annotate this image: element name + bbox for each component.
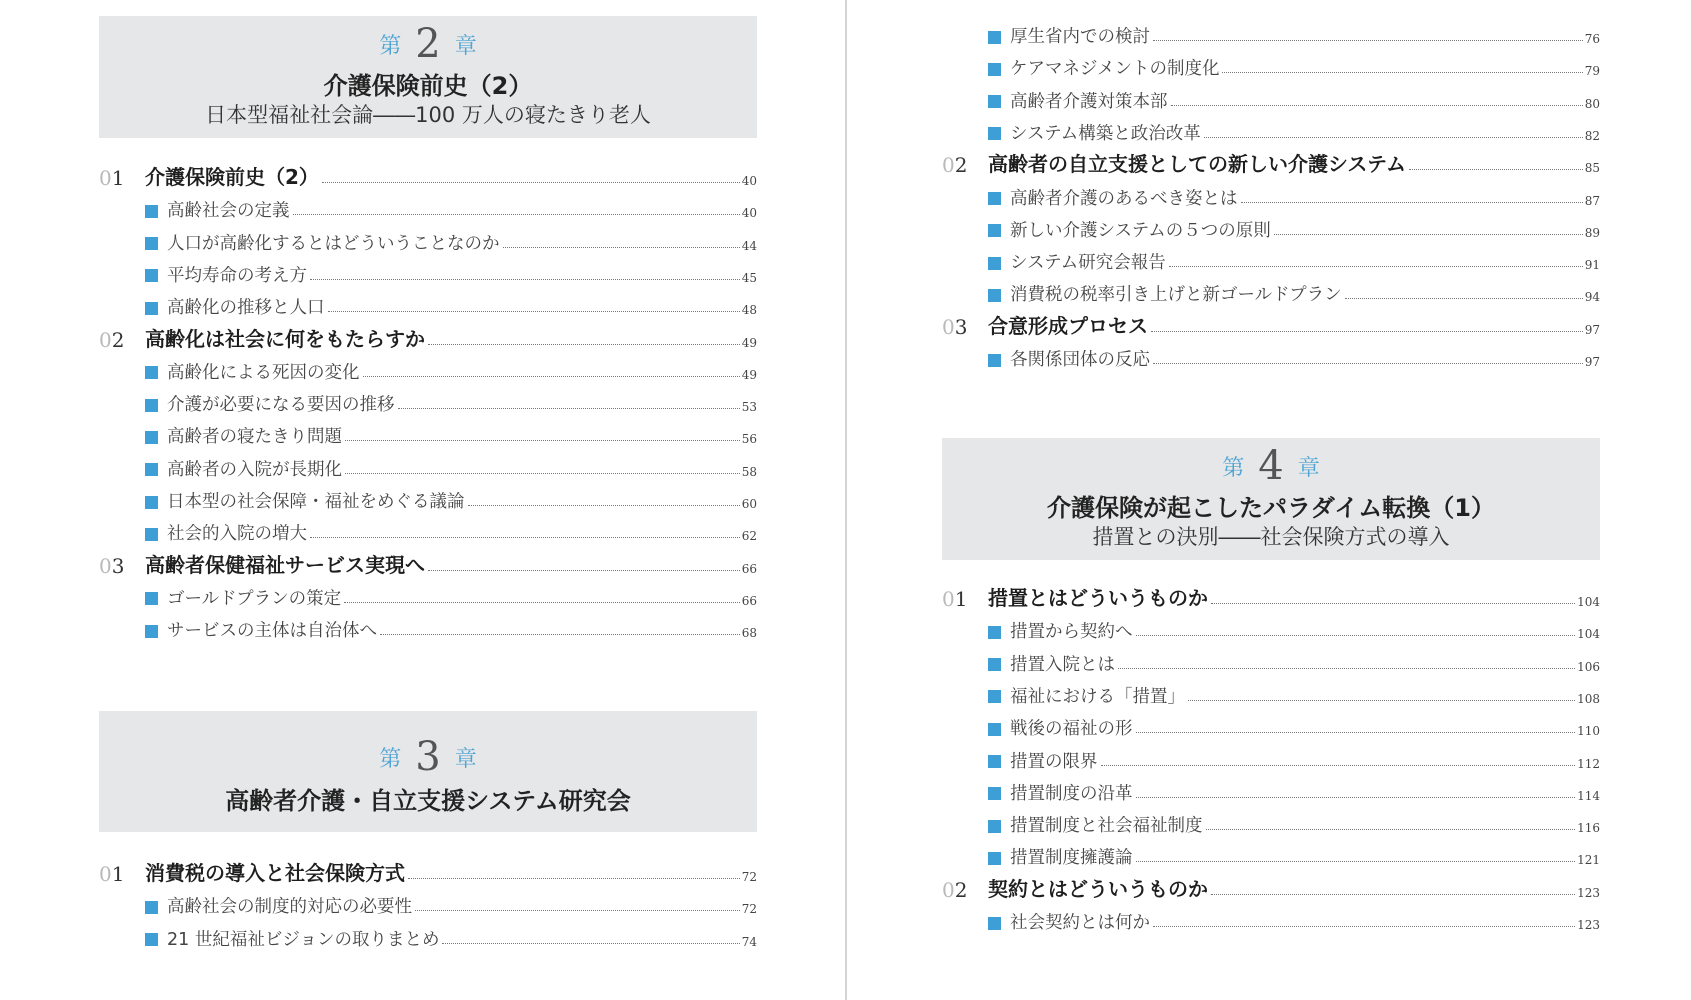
section-number [99,328,145,352]
page-number: 82 [1584,128,1600,143]
section-number-digit: 3 [111,553,125,578]
section-title: 高齢者の自立支援としての新しい介護システム [988,152,1406,177]
page-number: 40 [741,206,757,221]
dot-leader [345,440,740,441]
dot-leader [1409,169,1583,170]
square-bullet-icon [145,901,158,914]
dot-leader [1274,234,1583,235]
section-number-digit: 2 [954,153,968,178]
item-title: 高齢社会の制度的対応の必要性 [167,897,412,918]
chapter-number-digit: 2 [415,21,441,67]
section-number-lead: 0 [942,587,955,611]
dot-leader [503,247,740,248]
dot-leader [468,505,740,506]
chapter-number-digit: 4 [1258,443,1284,489]
item-title: ケアマネジメントの制度化 [1010,59,1220,80]
section-number-digit: 3 [954,314,968,339]
right-page [848,0,1691,1000]
toc-item-row[interactable] [99,888,757,918]
square-bullet-icon [988,257,1001,270]
chapter-subtitle: 日本型福祉社会論――100 万人の寝たきり老人 [205,102,651,127]
section-number [942,878,988,902]
section-number-lead: 0 [942,314,955,339]
item-title: 高齢社会の定義 [167,201,290,222]
toc-section-row[interactable] [99,160,757,190]
item-title: サービスの主体は自治体へ [167,621,377,642]
page-gutter [845,0,847,1000]
toc-item-row[interactable] [942,613,1600,643]
section-title: 介護保険前史（2） [145,165,319,189]
toc-item-row[interactable] [942,839,1600,869]
section-number-digit: 1 [111,166,125,190]
page-number: 104 [1577,595,1600,609]
dot-leader [1241,202,1583,203]
page-number: 40 [741,174,757,188]
page-number: 66 [741,561,757,576]
section-title: 高齢化は社会に何をもたらすか [145,326,425,351]
page-number: 89 [1584,225,1600,240]
page-number: 123 [1577,885,1600,900]
section-number [942,315,988,339]
chapter-suffix: 章 [1297,456,1320,481]
toc-item-row[interactable] [942,50,1600,80]
page-number: 121 [1577,853,1600,868]
item-title: システム研究会報告 [1010,253,1166,274]
dot-leader [310,537,740,538]
dot-leader [1136,635,1576,636]
chapter-prefix: 第 [379,34,402,59]
toc-item-row[interactable] [942,180,1600,210]
item-title: 高齢化の推移と人口 [167,298,325,319]
page-number: 48 [741,303,757,318]
item-title: 措置の限界 [1010,751,1098,772]
section-number-lead: 0 [942,877,955,902]
page-number: 97 [1584,322,1600,337]
square-bullet-icon [145,302,158,315]
page-number: 72 [741,902,757,917]
dot-leader [415,910,740,911]
dot-leader [344,602,740,603]
dot-leader [1345,298,1583,299]
item-title: 高齢者の寝たきり問題 [167,427,342,448]
chapter-4-toc [942,581,1600,941]
dot-leader [363,376,740,377]
square-bullet-icon [145,366,158,379]
toc-item-row[interactable] [942,775,1600,805]
dot-leader [328,311,740,312]
toc-item-row[interactable] [99,580,757,610]
item-title: 消費税の税率引き上げと新ゴールドプラン [1010,285,1342,306]
toc-section-row[interactable] [99,548,757,578]
square-bullet-icon [988,658,1001,671]
page-number: 114 [1577,788,1600,803]
square-bullet-icon [988,917,1001,930]
dot-leader [428,570,740,571]
dot-leader [398,408,740,409]
page-number: 74 [741,934,757,949]
item-title: 平均寿命の考え方 [167,265,307,286]
dot-leader [442,943,739,944]
item-title: 高齢者の入院が長期化 [167,459,342,480]
dot-leader [1188,700,1575,701]
square-bullet-icon [988,820,1001,833]
dot-leader [322,182,740,183]
section-title: 合意形成プロセス [988,313,1148,338]
chapter-4-header [942,438,1600,560]
item-title: 新しい介護システムの５つの原則 [1010,220,1271,241]
toc-item-row[interactable] [99,192,757,222]
item-title: 21 世紀福祉ビジョンの取りまとめ [167,929,440,950]
section-number [942,153,988,177]
toc-section-row[interactable] [942,309,1600,339]
square-bullet-icon [145,528,158,541]
item-title: 福祉における「措置」 [1010,686,1185,707]
square-bullet-icon [145,933,158,946]
toc-section-row[interactable] [942,872,1600,902]
page-number: 68 [741,626,757,641]
section-number-digit: 2 [111,327,125,352]
section-number-lead: 0 [99,166,112,190]
dot-leader [1171,105,1583,106]
item-title: 厚生省内での検討 [1010,27,1150,47]
square-bullet-icon [988,852,1001,865]
chapter-subtitle: 措置との決別――社会保険方式の導入 [1092,524,1450,549]
page-number: 123 [1577,918,1600,932]
page-number: 44 [741,238,757,253]
page-number: 58 [741,464,757,479]
toc-item-row[interactable] [942,646,1600,676]
toc-item-row[interactable] [99,225,757,255]
section-number [99,554,145,578]
chapter-3-header [99,711,757,832]
toc-section-row[interactable] [99,322,757,352]
dot-leader [310,279,740,280]
dot-leader [293,214,740,215]
toc-section-row[interactable] [942,581,1600,611]
chapter-number [99,734,757,780]
square-bullet-icon [145,431,158,444]
page-number: 62 [741,529,757,544]
chapter-3-toc [99,856,757,956]
toc-item-row[interactable] [942,276,1600,306]
item-title: 措置制度の沿革 [1010,783,1133,804]
section-title: 消費税の導入と社会保険方式 [145,861,405,885]
square-bullet-icon [988,723,1001,736]
toc-item-row[interactable] [942,743,1600,773]
item-title: 措置制度と社会福祉制度 [1010,816,1203,837]
chapter-prefix: 第 [1222,456,1245,481]
item-title: 高齢化による死因の変化 [167,362,360,383]
page-number: 76 [1584,32,1600,46]
dot-leader [1153,926,1575,927]
page-number: 79 [1584,64,1600,79]
dot-leader [1153,40,1583,41]
chapter-title: 介護保険前史（2） [323,72,533,100]
page-number: 72 [741,870,757,884]
chapter-2-toc [99,160,757,640]
toc-item-row[interactable] [942,710,1600,740]
square-bullet-icon [145,237,158,250]
square-bullet-icon [988,95,1001,108]
section-number-lead: 0 [99,327,112,352]
square-bullet-icon [145,625,158,638]
dot-leader [345,473,740,474]
square-bullet-icon [145,496,158,509]
dot-leader [1101,765,1576,766]
item-title: 戦後の福祉の形 [1010,719,1133,740]
toc-item-row[interactable] [99,921,757,951]
dot-leader [408,878,740,879]
toc-item-row[interactable] [942,244,1600,274]
item-title: 高齢者介護のあるべき姿とは [1010,188,1238,209]
square-bullet-icon [145,463,158,476]
chapter-number [99,21,757,67]
page-number: 85 [1584,161,1600,176]
square-bullet-icon [145,399,158,412]
section-number-digit: 1 [111,862,125,886]
dot-leader [1222,72,1582,73]
dot-leader [1151,331,1583,332]
item-title: 高齢者介護対策本部 [1010,91,1168,112]
page-number: 60 [741,497,757,511]
page-number: 91 [1584,258,1600,273]
square-bullet-icon [145,592,158,605]
dot-leader [1211,894,1575,895]
dot-leader [1136,732,1576,733]
toc-item-row[interactable] [942,807,1600,837]
toc-section-row[interactable] [99,856,757,886]
section-number-digit: 2 [954,877,968,902]
section-number-lead: 0 [99,862,112,886]
item-title: システム構築と政治改革 [1010,123,1201,144]
square-bullet-icon [988,127,1001,140]
chapter-number-digit: 3 [415,734,441,780]
square-bullet-icon [145,269,158,282]
dot-leader [1204,137,1583,138]
chapter-prefix: 第 [379,747,402,772]
square-bullet-icon [145,205,158,218]
toc-item-row[interactable] [99,612,757,642]
toc-item-row[interactable] [942,341,1600,371]
toc-item-row[interactable] [99,354,757,384]
square-bullet-icon [988,289,1001,302]
page-number: 45 [741,270,757,285]
square-bullet-icon [988,755,1001,768]
toc-item-row[interactable] [942,212,1600,242]
item-title: 介護が必要になる要因の推移 [167,395,395,416]
dot-leader [1169,266,1583,267]
page-number: 66 [741,593,757,608]
square-bullet-icon [988,31,1001,44]
page-number: 108 [1577,691,1600,706]
toc-item-row[interactable] [942,83,1600,113]
toc-item-row[interactable] [942,678,1600,708]
chapter-number [942,443,1600,489]
section-number-lead: 0 [99,553,112,578]
section-number-digit: 1 [954,587,968,611]
toc-item-row[interactable] [99,257,757,287]
section-title: 契約とはどういうものか [988,876,1208,901]
square-bullet-icon [988,626,1001,639]
dot-leader [1136,861,1576,862]
toc-item-row[interactable] [99,418,757,448]
dot-leader [1153,363,1583,364]
page-number: 112 [1577,756,1600,771]
dot-leader [1136,797,1576,798]
dot-leader [1206,829,1576,830]
section-number [99,862,145,886]
left-page [0,0,845,1000]
toc-item-row[interactable] [942,18,1600,48]
page-number: 87 [1584,193,1600,208]
chapter-suffix: 章 [454,747,477,772]
chapter-2-header [99,16,757,138]
chapter-suffix: 章 [454,34,477,59]
page-number: 49 [741,367,757,382]
section-title: 高齢者保健福祉サービス実現へ [145,552,425,577]
page-number: 80 [1584,96,1600,111]
chapter-title: 介護保険が起こしたパラダイム転換（1） [1047,494,1495,522]
square-bullet-icon [988,354,1001,367]
item-title: 措置入院とは [1010,654,1115,675]
square-bullet-icon [988,192,1001,205]
toc-item-row[interactable] [99,386,757,416]
chapter-title: 高齢者介護・自立支援システム研究会 [225,787,631,815]
toc-section-row[interactable] [942,147,1600,177]
page-number: 53 [741,400,757,415]
page-number: 104 [1577,627,1600,642]
page-number: 106 [1577,659,1600,674]
toc-item-row[interactable] [99,451,757,481]
square-bullet-icon [988,787,1001,800]
dot-leader [1118,668,1575,669]
page-number: 116 [1577,821,1600,836]
page-number: 110 [1577,724,1600,739]
dot-leader [380,634,740,635]
square-bullet-icon [988,63,1001,76]
page-number: 97 [1584,355,1600,369]
toc-item-row[interactable] [99,289,757,319]
item-title: ゴールドプランの策定 [167,588,342,609]
section-number [99,166,145,190]
page-number: 49 [741,335,757,350]
chapter-3-toc-continued [942,18,1600,370]
dot-leader [428,344,740,345]
toc-item-row[interactable] [99,483,757,513]
dot-leader [1211,603,1575,604]
square-bullet-icon [988,224,1001,237]
section-number [942,587,988,611]
section-number-lead: 0 [942,153,955,178]
toc-item-row[interactable] [942,115,1600,145]
page-number: 94 [1584,290,1600,305]
item-title: 人口が高齢化するとはどういうことなのか [167,233,500,254]
item-title: 日本型の社会保障・福祉をめぐる議論 [167,492,465,512]
page-number: 56 [741,432,757,447]
item-title: 措置制度擁護論 [1010,848,1133,869]
item-title: 社会的入院の増大 [167,524,307,545]
toc-item-row[interactable] [942,904,1600,934]
toc-item-row[interactable] [99,515,757,545]
item-title: 社会契約とは何か [1010,913,1150,933]
item-title: 措置から契約へ [1010,622,1133,643]
section-title: 措置とはどういうものか [988,586,1208,610]
square-bullet-icon [988,690,1001,703]
item-title: 各関係団体の反応 [1010,350,1150,370]
